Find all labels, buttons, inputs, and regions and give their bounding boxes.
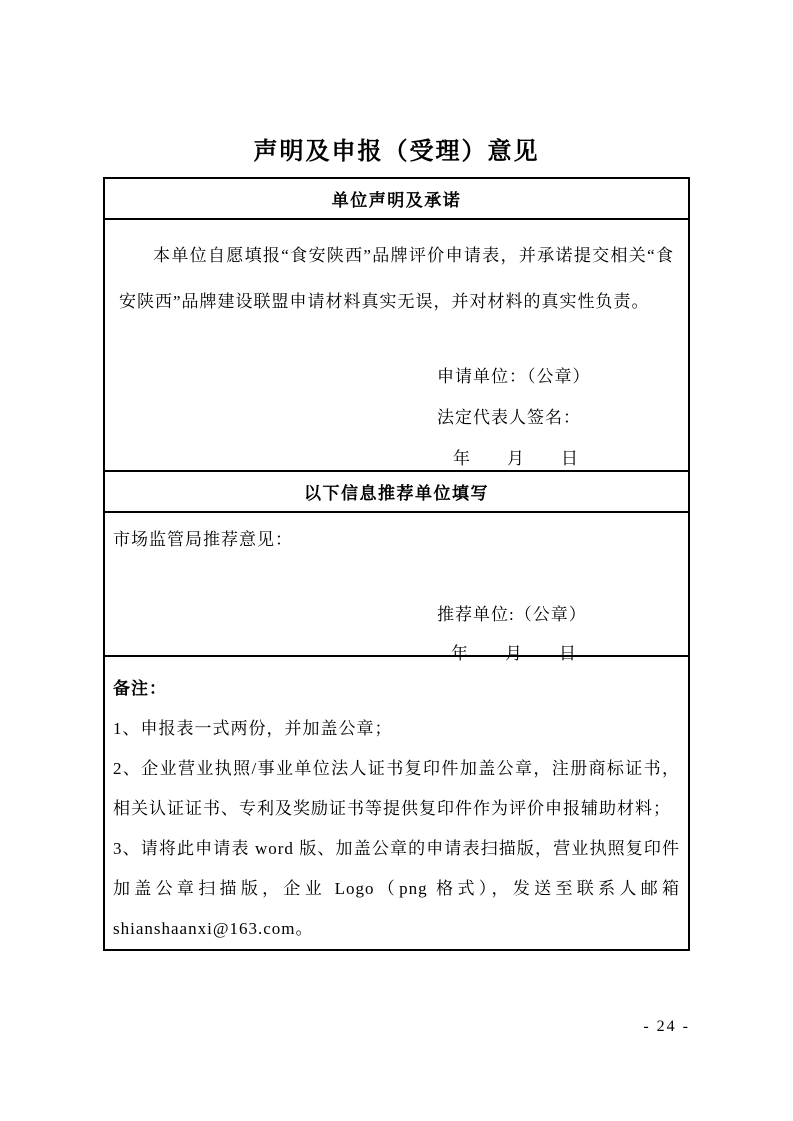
note-item-2: 2、企业营业执照/事业单位法人证书复印件加盖公章，注册商标证书，相关认证证书、专利及奖励证书等提供复印件作为评价申报辅助材料；: [113, 759, 680, 818]
recommendation-opinion-label: 市场监管局推荐意见：: [113, 529, 293, 549]
recommendation-cell: [105, 513, 688, 663]
page-title: 声明及申报（受理）意见: [253, 139, 540, 165]
recommendation-unit-seal-line: 推荐单位:（公章）: [437, 604, 587, 624]
legal-representative-signature-line: 法定代表人签名：: [437, 408, 581, 428]
applicant-seal-line: 申请单位：（公章）: [437, 367, 591, 387]
note-item-1: 1、申报表一式两份，并加盖公章；: [113, 719, 393, 738]
declaration-sign-block: [437, 356, 591, 479]
declaration-date-line: 年 月 日: [453, 449, 579, 469]
declaration-cell: [105, 220, 688, 472]
section-header-recommendation: 以下信息推荐单位填写: [105, 472, 688, 513]
form-table: [103, 177, 690, 951]
page-number: - 24 -: [643, 1018, 690, 1035]
note-item-3: 3、请将此申请表 word 版、加盖公章的申请表扫描版，营业执照复印件加盖公章扫描版，企业 Logo（png 格式），发送至联系人邮箱shianshaanxi@163.com。: [113, 839, 680, 938]
declaration-text: 本单位自愿填报“食安陕西”品牌评价申请表，并承诺提交相关“食安陕西”品牌建设联盟申请材料真实无误，并对材料的真实性负责。: [119, 246, 674, 312]
recommendation-date-line: 年 月 日: [451, 643, 577, 663]
notes-cell: [105, 657, 688, 949]
section-header-declaration: 单位声明及承诺: [105, 179, 688, 220]
notes-header: 备注：: [113, 679, 167, 698]
